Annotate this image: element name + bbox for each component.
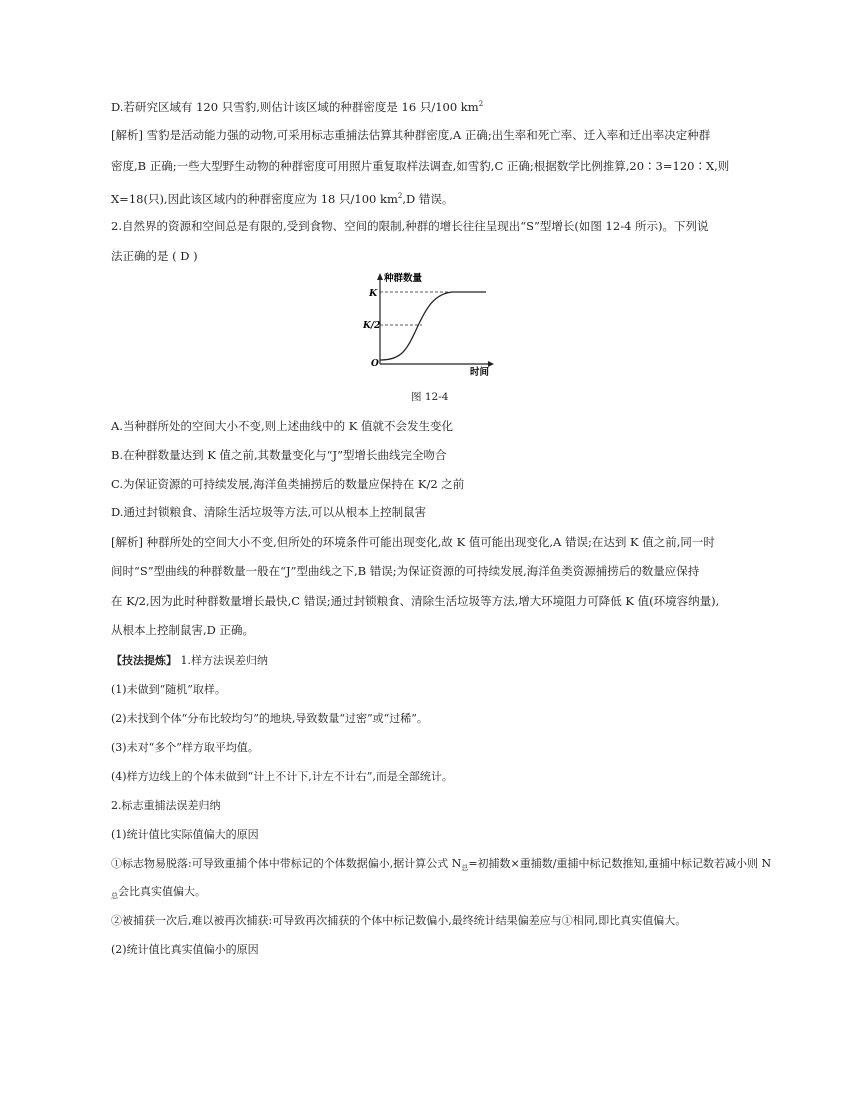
subscript: 总	[111, 892, 118, 901]
y-axis-arrow	[377, 273, 383, 280]
tip-9: ②被捕获一次后,难以被再次捕获:可导致再次捕获的个体中标记数偏小,最终统计结果偏差应与①相同,即比真实值偏大。	[111, 914, 687, 927]
analysis2-line-3: 在 K/2,因为此时种群数量增长最快,C 错误;通过封锁粮食、清除生活垃圾等方法,增大环境阻力可降低 K 值(环境容纳量),	[111, 594, 720, 608]
y-axis-label: 种群数量	[384, 273, 423, 284]
origin-label: O	[371, 359, 379, 369]
tip-5: 2.标志重捕法误差归纳	[111, 799, 221, 812]
figure-caption: 图 12-4	[411, 391, 449, 403]
subscript: 总	[461, 864, 469, 873]
tip-6: (1)统计值比实际值偏大的原因	[111, 828, 259, 841]
superscript: 2	[478, 100, 484, 108]
analysis2-line-1: [解析] 种群所处的空间大小不变,但所处的环境条件可能出现变化,故 K 值可能出现变化,A 错误;在达到 K 值之前,同一时	[111, 535, 715, 549]
analysis2-line-2: 间时“S”型曲线的种群数量一般在“J”型曲线之下,B 错误;为保证资源的可持续发展,海洋鱼类资源捕捞后的数量应保持	[111, 564, 700, 578]
analysis-line-1: [解析] 雪豹是活动能力强的动物,可采用标志重捕法估算其种群密度,A 正确;出生率和死亡率、迁入率和迁出率决定种群	[111, 128, 711, 142]
x-axis-label: 时间	[470, 367, 490, 378]
option-c: C.为保证资源的可持续发展,海洋鱼类捕捞后的数量应保持在 K/2 之前	[111, 477, 465, 491]
k-label: K	[369, 288, 378, 299]
option-b: B.在种群数量达到 K 值之前,其数量变化与“J”型增长曲线完全吻合	[111, 448, 447, 462]
option-d-line	[111, 97, 483, 114]
question-2-line-2: 法正确的是 ( D )	[111, 249, 198, 263]
tip-4: (4)样方边线上的个体未做到“计上不计下,计左不计右”,而是全部统计。	[111, 770, 453, 783]
text: D.若研究区域有 120 只雪豹,则估计该区域的种群密度是 16 只/100 km	[111, 99, 479, 114]
tip-3: (3)未对“多个”样方取平均值。	[111, 741, 259, 754]
option-d: D.通过封锁粮食、清除生活垃圾等方法,可以从根本上控制鼠害	[111, 505, 427, 519]
heading-label: 【技法提炼】	[111, 654, 177, 667]
heading-text: 1.样方法误差归纳	[177, 654, 268, 667]
s-curve	[380, 292, 486, 360]
analysis2-line-4: 从根本上控制鼠害,D 正确。	[111, 623, 255, 637]
text: X=18(只),因此该区域内的种群密度应为 18 只/100 km	[111, 191, 398, 206]
text: ,D 错误。	[402, 191, 454, 206]
text: ①标志物易脱落:可导致重捕个体中带标记的个体数据偏小,据计算公式 N	[111, 857, 462, 870]
text: 会比真实值偏大。	[118, 885, 206, 898]
superscript: 2	[397, 192, 403, 200]
k2-label: K/2	[363, 321, 381, 331]
question-2-line-1: 2.自然界的资源和空间总是有限的,受到食物、空间的限制,种群的增长往往呈现出“S”型增长(如图 12-4 所示)。下列说	[111, 219, 709, 233]
analysis-line-3	[111, 189, 453, 206]
text: =初捕数×重捕数/重捕中标记数推知,重捕中标记数若减小则 N	[468, 857, 772, 870]
tip-2: (2)未找到个体“分布比较均匀”的地块,导致数量“过密”或“过稀”。	[111, 712, 428, 725]
technique-heading	[111, 654, 268, 668]
analysis-line-2: 密度,B 正确;一些大型野生动物的种群密度可用照片重复取样法调查,如雪豹,C 正确;根据数学比例推算,20∶3=120∶X,则	[111, 159, 730, 173]
tip-7	[111, 857, 771, 875]
tip-8	[111, 885, 206, 903]
tip-1: (1)未做到“随机”取样。	[111, 683, 226, 696]
s-curve-figure	[360, 268, 500, 378]
tip-10: (2)统计值比真实值偏小的原因	[111, 943, 259, 956]
option-a: A.当种群所处的空间大小不变,则上述曲线中的 K 值就不会发生变化	[111, 419, 454, 433]
